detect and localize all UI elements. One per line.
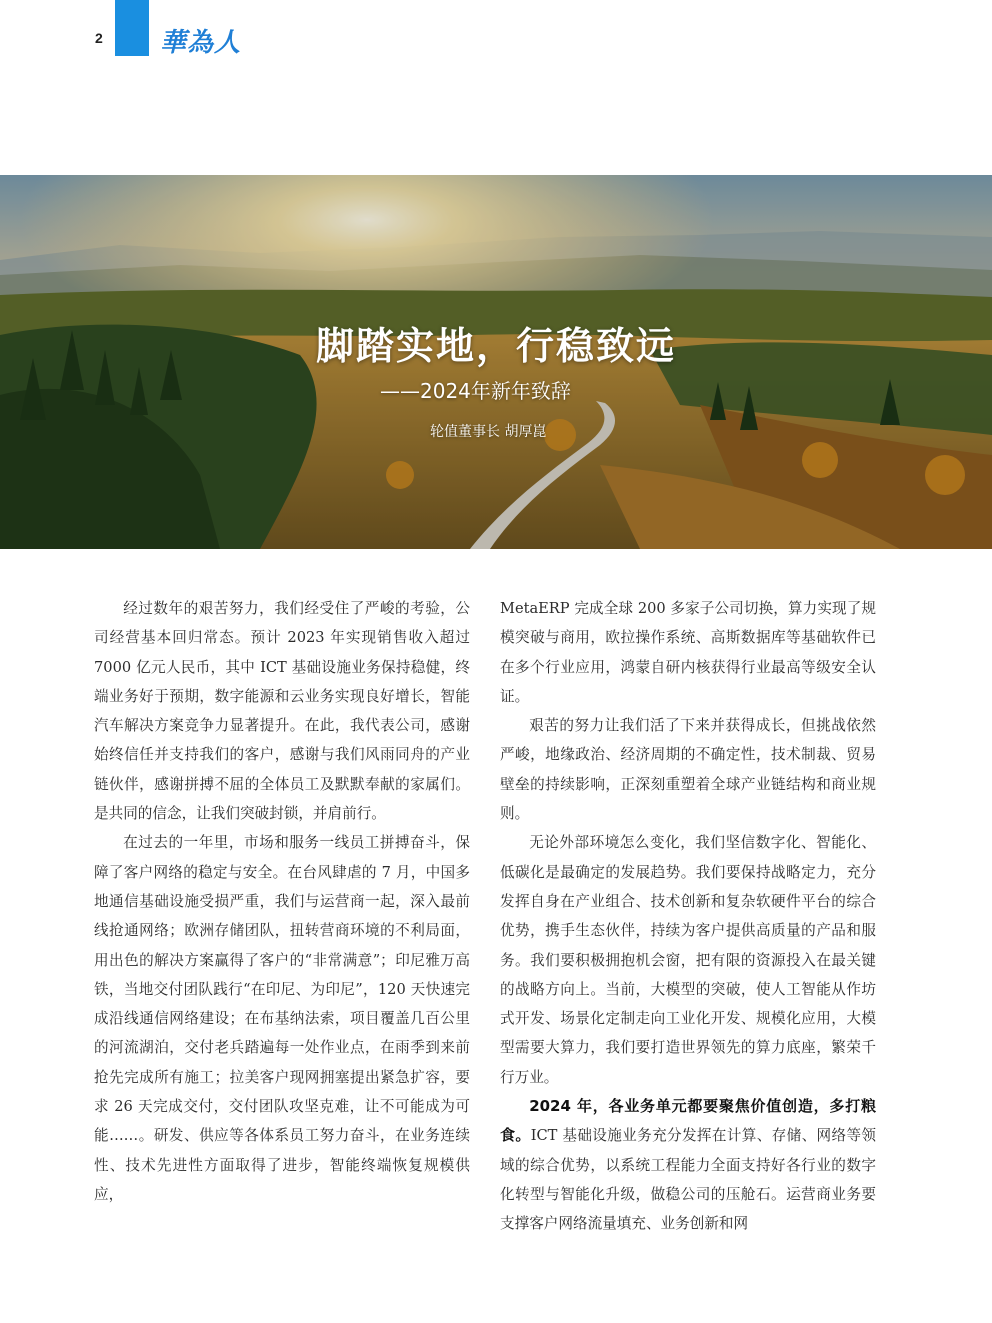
article-column-right <box>500 594 876 1239</box>
paragraph: 在过去的一年里，市场和服务一线员工拼搏奋斗，保障了客户网络的稳定与安全。在台风肆虐的 7 月，中国多地通信基础设施受损严重，我们与运营商一起，深入最前线抢通网络；欧洲存储团队，扭转营商环境的不利局面，用出色的解决方案赢得了客户的“非常满意”；印尼雅万高铁，当地交付团队践行“在印尼、为印尼”，120 天快速完成沿线通信网络建设；在布基纳法索，项目覆盖几百公里的河流湖泊，交付老兵踏遍每一处作业点，在雨季到来前抢先完成所有施工；拉美客户现网拥塞提出紧急扩容，要求 26 天完成交付，交付团队攻坚克难，让不可能成为可能……。研发、供应等各体系员工努力奋斗，在业务连续性、技术先进性方面取得了进步，智能终端恢复规模供应， <box>94 834 470 1203</box>
article-title: 脚踏实地，行稳致远 <box>315 324 676 368</box>
paragraph-body: ICT 基础设施业务充分发挥在计算、存储、网络等领域的综合优势，以系统工程能力全面支持好各行业的数字化转型与智能化升级，做稳公司的压舱石。运营商业务要支撑客户网络流量填充、业务创新和网 <box>500 1127 876 1233</box>
page-number: 2 <box>95 30 103 46</box>
paragraph-continued: MetaERP 完成全球 200 多家子公司切换，算力实现了规模突破与商用，欧拉操作系统、高斯数据库等基础软件已在多个行业应用，鸿蒙自研内核获得行业最高等级安全认证。 <box>500 600 876 705</box>
author-byline: 轮值董事长 胡厚崑 <box>430 424 547 440</box>
paragraph: 经过数年的艰苦努力，我们经受住了严峻的考验，公司经营基本回归常态。预计 2023 年实现销售收入超过 7000 亿元人民币，其中 ICT 基础设施业务保持稳健，终端业务好于预期，数字能源和云业务实现良好增长，智能汽车解决方案竞争力显著提升。在此，我代表公司，感谢始终信任并支持我们的客户，感谢与我们风雨同舟的产业链伙伴，感谢拼搏不屈的全体员工及默默奉献的家属们。是共同的信念，让我们突破封锁，并肩前行。 <box>94 600 470 823</box>
paragraph: 无论外部环境怎么变化，我们坚信数字化、智能化、低碳化是最确定的发展趋势。我们要保持战略定力，充分发挥自身在产业组合、技术创新和复杂软硬件平台的综合优势，携手生态伙伴，持续为客户提供高质量的产品和服务。我们要积极拥抱机会窗，把有限的资源投入在最关键的战略方向上。当前，大模型的突破，使人工智能从作坊式开发、场景化定制走向工业化开发、规模化应用，大模型需要大算力，我们要打造世界领先的算力底座，繁荣千行万业。 <box>500 834 876 1086</box>
header-accent-bar <box>115 0 149 56</box>
paragraph <box>500 1092 876 1238</box>
article-column-left <box>94 594 470 1209</box>
paragraph: 艰苦的努力让我们活了下来并获得成长，但挑战依然严峻，地缘政治、经济周期的不确定性，技术制裁、贸易壁垒的持续影响，正深刻重塑着全球产业链结构和商业规则。 <box>500 717 876 823</box>
hero-banner <box>0 175 992 549</box>
masthead-logo: 華為人 <box>160 28 242 58</box>
article-subtitle: ——2024年新年致辞 <box>380 379 571 403</box>
paragraph-lead-bold: 2024 年，各业务单元都要聚焦价值创造，多打粮食。 <box>500 1097 876 1145</box>
